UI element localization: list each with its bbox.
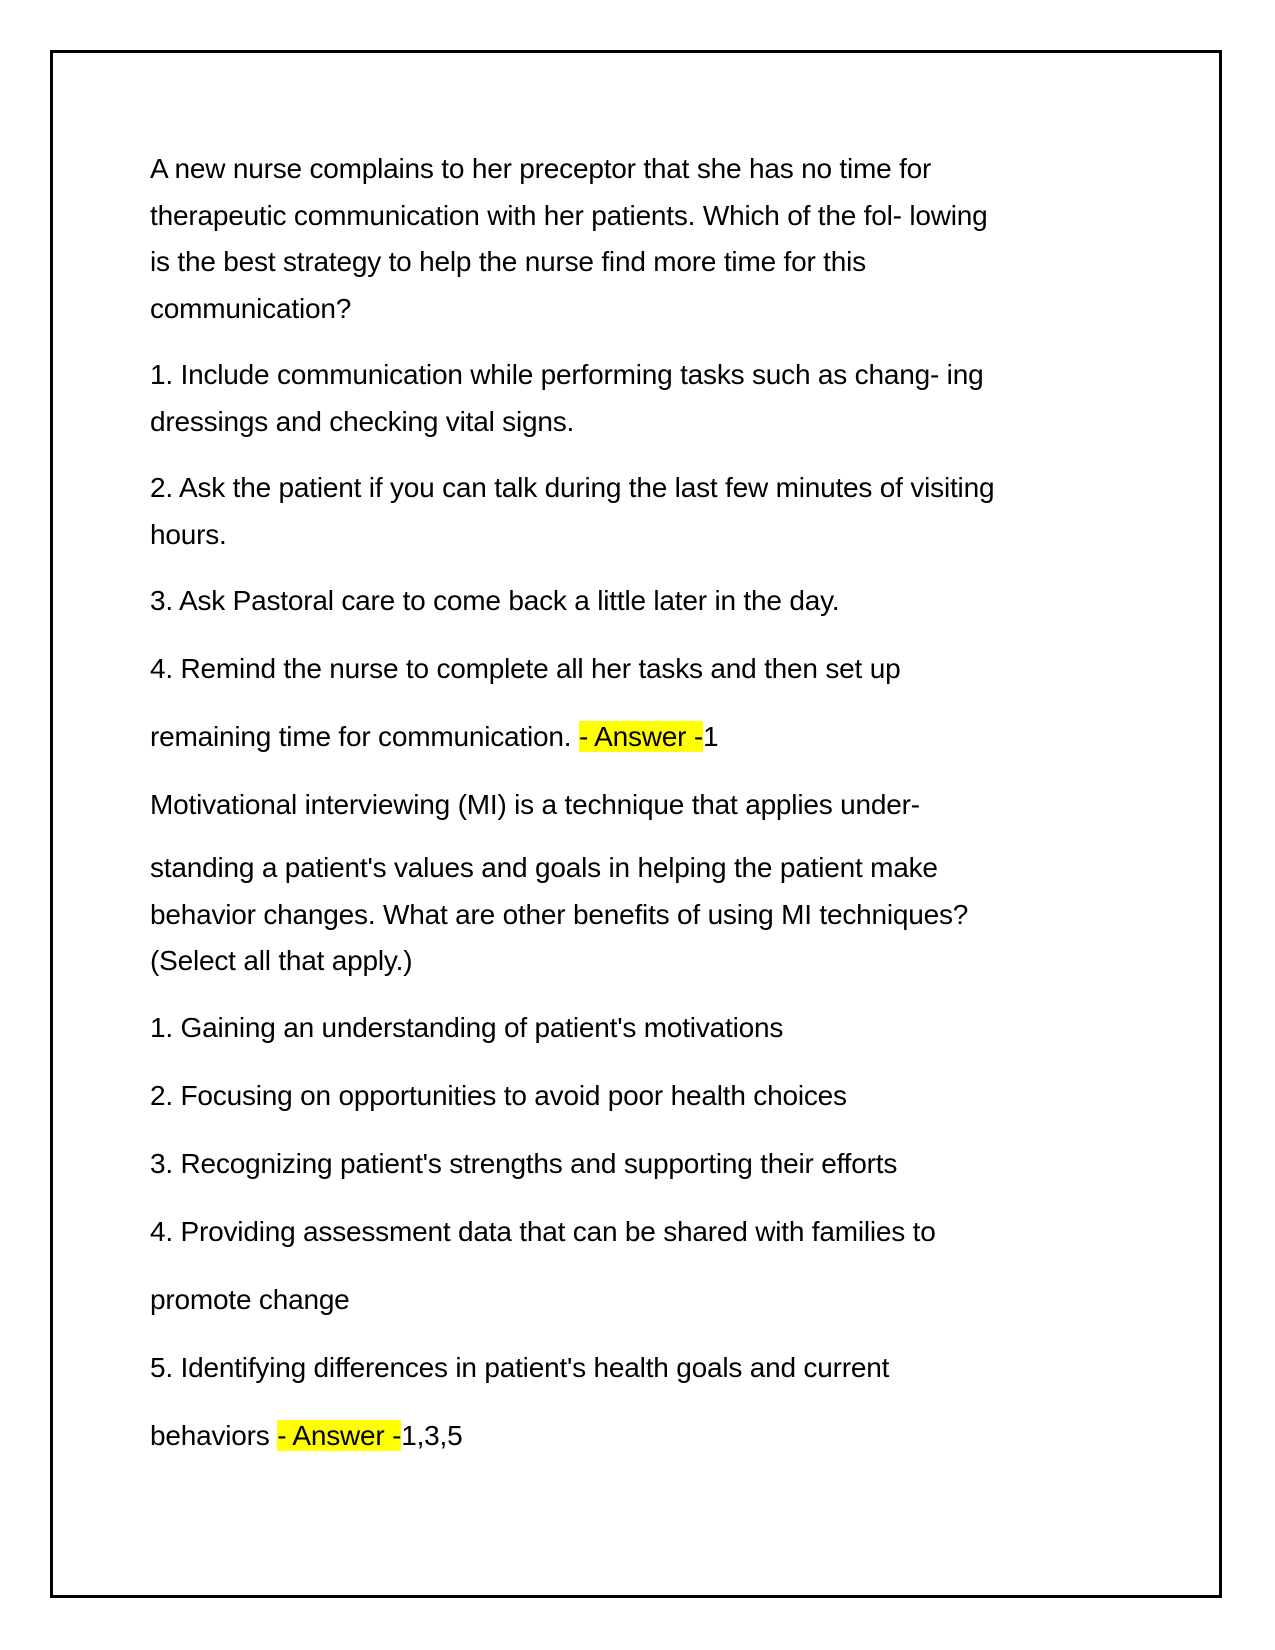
answer-label-highlight: - Answer - [578,721,703,752]
option-line: dressings and checking vital signs. [150,405,575,437]
answer-value: 1 [702,721,719,752]
question-2-option-4: 4. Providing assessment data that can be shared with families to [150,1215,936,1247]
stem-line: therapeutic communication with her patients. Which of the fol- lowing [150,199,988,231]
option-line: 2. Ask the patient if you can talk during the last few minutes of visiting [150,472,995,503]
answer-value: 1,3,5 [401,1419,463,1451]
question-2-option-5: 5. Identifying differences in patient's health goals and current [150,1351,890,1383]
question-1-option-4-cont [150,703,1130,771]
question-1-stem [150,146,1130,332]
option-line: 1. Include communication while performing tasks such as chang- ing [150,359,984,390]
question-1-option-2 [150,465,1130,558]
question-1-option-3: 3. Ask Pastoral care to come back a little later in the day. [150,585,840,616]
stem-line: behavior changes. What are other benefits of using MI techniques? [150,898,969,930]
question-2-option-1: 1. Gaining an understanding of patient's motivations [150,1011,784,1043]
stem-line: standing a patient's values and goals in helping the patient make [150,852,938,883]
question-2 [150,771,1130,1470]
option-line: hours. [150,518,227,550]
question-2-option-3: 3. Recognizing patient's strengths and supporting their efforts [150,1147,898,1179]
question-2-stem [150,845,1130,985]
question-2-option-2: 2. Focusing on opportunities to avoid poor health choices [150,1079,847,1111]
option-text: remaining time for communication. [150,721,579,752]
question-2-stem-first: Motivational interviewing (MI) is a technique that applies under- [150,789,920,820]
stem-line: A new nurse complains to her preceptor that she has no time for [150,153,932,184]
document-body [150,146,1130,1470]
question-2-option-5-cont [150,1402,1130,1470]
option-text: behaviors [150,1419,278,1451]
answer-label-highlight: - Answer - [277,1419,402,1451]
question-1 [150,146,1130,771]
stem-line: (Select all that apply.) [150,945,413,976]
question-1-option-1 [150,352,1130,445]
stem-line: is the best strategy to help the nurse find more time for this [150,246,866,277]
question-1-option-4: 4. Remind the nurse to complete all her tasks and then set up [150,653,901,684]
question-2-option-4-cont: promote change [150,1283,350,1315]
stem-line: communication? [150,292,352,324]
